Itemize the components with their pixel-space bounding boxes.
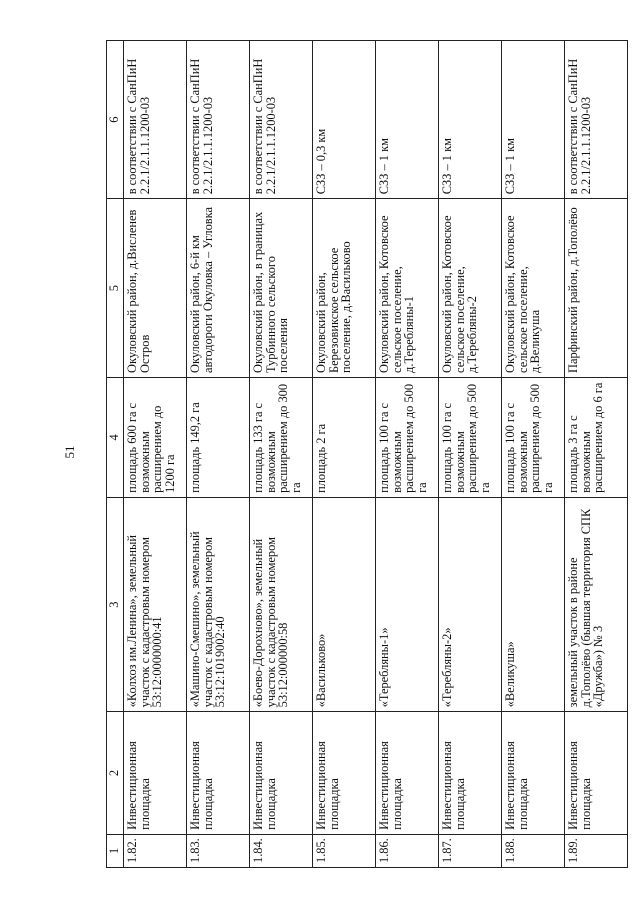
site-name-cell: «Боево-Дорохново», земельный участок с кадастровым номером 53:12:000000:58: [250, 497, 313, 711]
header-cell: 2: [107, 712, 124, 835]
site-name-cell: «Теребляны-2»: [439, 497, 502, 711]
sanitary-zone-cell: СЗЗ – 1 км: [376, 41, 439, 199]
site-name-cell: «Великуша»: [502, 497, 565, 711]
row-number-cell: 1.86.: [376, 834, 439, 867]
site-name-cell: «Машино-Смешино», земельный участок с кадастровым номером 53:12:1019002:40: [187, 497, 250, 711]
area-cell: площадь 3 га с возможным расширением до 6 га: [565, 377, 628, 497]
rotated-table-container: [106, 40, 606, 868]
location-cell: Окуловский район, Котовское сельское поселение, д.Теребляны-1: [376, 199, 439, 378]
sanitary-zone-cell: в соответствии с СанПиН 2.2.1/2.1.1.1200-03: [250, 41, 313, 199]
area-cell: площадь 600 га с возможным расширением до 1200 га: [124, 377, 187, 497]
row-number-cell: 1.82.: [124, 834, 187, 867]
sanitary-zone-cell: СЗЗ – 1 км: [439, 41, 502, 199]
site-name-cell: «Васильково»: [313, 497, 376, 711]
table-row: [565, 41, 628, 868]
area-cell: площадь 133 га с возможным расширением до 300 га: [250, 377, 313, 497]
row-number-cell: 1.89.: [565, 834, 628, 867]
area-cell: площадь 100 га с возможным расширением до 500 га: [502, 377, 565, 497]
site-name-cell: «Колхоз им.Ленина», земельный участок с кадастровым номером 53:12:0000000:41: [124, 497, 187, 711]
row-number-cell: 1.85.: [313, 834, 376, 867]
sanitary-zone-cell: СЗЗ – 1 км: [502, 41, 565, 199]
type-cell: Инвестиционная площадка: [313, 712, 376, 835]
area-cell: площадь 2 га: [313, 377, 376, 497]
location-cell: Окуловский район, в границах Турбинного сельского поселения: [250, 199, 313, 378]
sanitary-zone-cell: в соответствии с СанПиН 2.2.1/2.1.1.1200-03: [124, 41, 187, 199]
table-body: [107, 41, 628, 868]
type-cell: Инвестиционная площадка: [124, 712, 187, 835]
type-cell: Инвестиционная площадка: [187, 712, 250, 835]
location-cell: Окуловский район, Котовское сельское поселение, д.Великуша: [502, 199, 565, 378]
area-cell: площадь 100 га с возможным расширением до 500 га: [439, 377, 502, 497]
type-cell: Инвестиционная площадка: [439, 712, 502, 835]
row-number-cell: 1.84.: [250, 834, 313, 867]
table-row: [124, 41, 187, 868]
location-cell: Окуловский район, Котовское сельское поселение, д.Теребляны-2: [439, 199, 502, 378]
location-cell: Окуловский район, 6-й км автодороги Окуловка – Угловка: [187, 199, 250, 378]
row-number-cell: 1.87.: [439, 834, 502, 867]
location-cell: Окуловский район, Березовикское сельское поселение, д.Васильково: [313, 199, 376, 378]
header-cell: 3: [107, 497, 124, 711]
area-cell: площадь 149,2 га: [187, 377, 250, 497]
type-cell: Инвестиционная площадка: [565, 712, 628, 835]
table-row: [439, 41, 502, 868]
header-cell: 6: [107, 41, 124, 199]
location-cell: Окуловский район, д.Висленев Остров: [124, 199, 187, 378]
type-cell: Инвестиционная площадка: [376, 712, 439, 835]
investment-sites-table: [106, 40, 628, 868]
header-cell: 1: [107, 834, 124, 867]
site-name-cell: земельный участок в районе д.Тополёво (бывшая территория СПК «Дружба») № 3: [565, 497, 628, 711]
site-name-cell: «Теребляны-1»: [376, 497, 439, 711]
area-cell: площадь 100 га с возможным расширением до 500 га: [376, 377, 439, 497]
location-cell: Парфинский район, д.Тополёво: [565, 199, 628, 378]
header-cell: 4: [107, 377, 124, 497]
header-row: [107, 41, 124, 868]
header-cell: 5: [107, 199, 124, 378]
table-row: [187, 41, 250, 868]
row-number-cell: 1.88.: [502, 834, 565, 867]
page-number: 51: [62, 445, 77, 459]
table-row: [376, 41, 439, 868]
table-row: [313, 41, 376, 868]
table-row: [502, 41, 565, 868]
sanitary-zone-cell: в соответствии с СанПиН 2.2.1/2.1.1.1200-03: [565, 41, 628, 199]
sanitary-zone-cell: СЗЗ – 0,3 км: [313, 41, 376, 199]
sanitary-zone-cell: в соответствии с СанПиН 2.2.1/2.1.1.1200-03: [187, 41, 250, 199]
row-number-cell: 1.83.: [187, 834, 250, 867]
type-cell: Инвестиционная площадка: [250, 712, 313, 835]
type-cell: Инвестиционная площадка: [502, 712, 565, 835]
table-row: [250, 41, 313, 868]
